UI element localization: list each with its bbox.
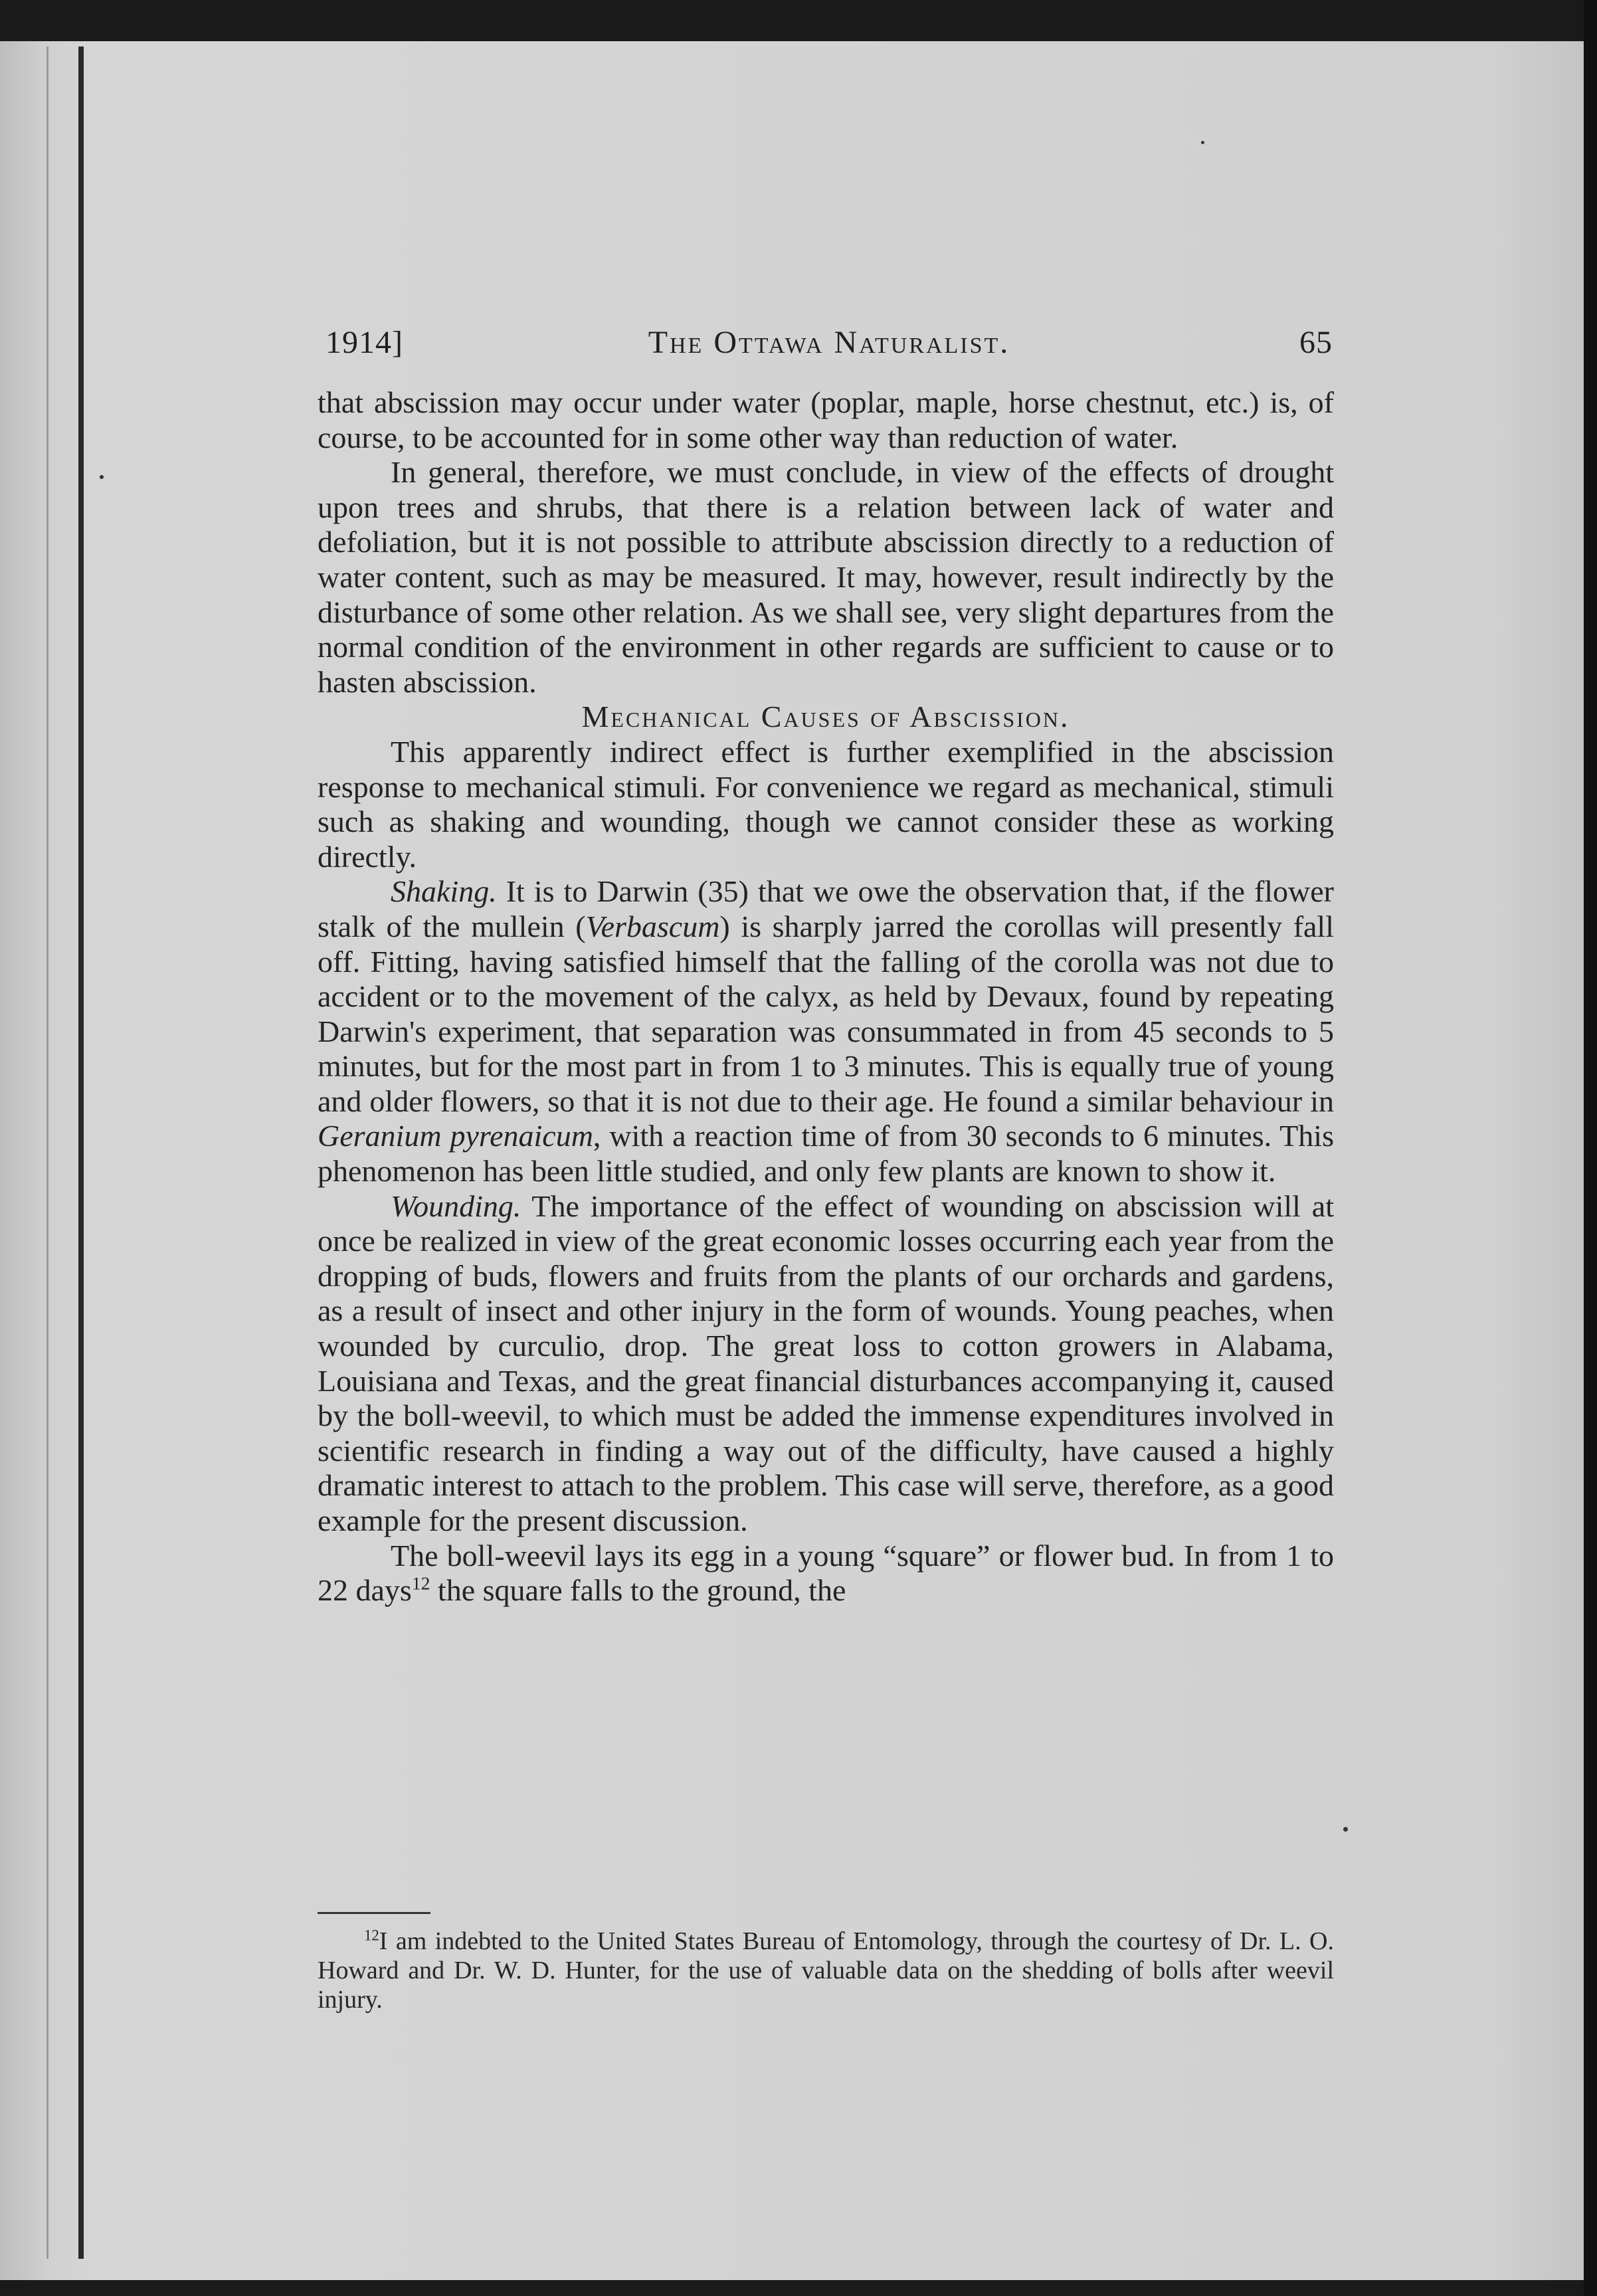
paragraph-3: This apparently indirect effect is further exemplified in the abscission response to mechanical stimuli. For convenience we regard as mechanical, stimuli such as shaking and wounding, though we cannot consider these as working directly.: [318, 734, 1334, 874]
paragraph-shaking: [318, 874, 1334, 1189]
paragraph-boll-weevil: [318, 1539, 1334, 1608]
binding-gutter: [78, 47, 84, 2259]
page-number: 65: [1299, 325, 1333, 360]
shaking-text-2: ) is sharply jarred the corollas will presently fall off. Fitting, having satisfied himself that the falling of the corolla was not due to accident or to the movement of the calyx, as held by Devaux, found by repeating Darwin's experiment, that separation was consummated in from 45 seconds to 5 minutes, but for the most part in from 1 to 3 minutes. This is equally true of young and older flowers, so that it is not due to their age. He found a similar behaviour in: [318, 909, 1334, 1118]
body-text: [318, 385, 1334, 1608]
scan-right-edge: [1584, 0, 1597, 2296]
footnote-marker: 12: [364, 1927, 379, 1944]
wounding-text: The importance of the effect of wounding on abscission will at once be realized in view of the great economic losses occurring each year from the dropping of buds, flowers and fruits from the plants of our orchards and gardens, as a result of insect and other injury in the form of wounds. Young peaches, when wounded by curculio, drop. The great loss to cotton growers in Alabama, Louisiana and Texas, and the great financial disturbances accompanying it, caused by the boll-weevil, to which must be added the immense expenditures involved in scientific research in finding a way out of the difficulty, have caused a highly dramatic interest to attach to the problem. This case will serve, therefore, as a good example for the present discussion.: [318, 1189, 1334, 1537]
footnote-text: I am indebted to the United States Bureau of Entomology, through the courtesy of Dr. L. O. Howard and Dr. W. D. Hunter, for the use of valuable data on the shedding of bolls after weevil injury.: [318, 1927, 1334, 2014]
italic-geranium: Geranium pyrenaicum: [318, 1119, 593, 1153]
paragraph-1: that abscission may occur under water (poplar, maple, horse chestnut, etc.) is, of course, to be accounted for in some other way than reduction of water.: [318, 385, 1334, 454]
journal-title: The Ottawa Naturalist.: [648, 325, 1010, 360]
boll-weevil-text-2: the square falls to the ground, the: [430, 1573, 846, 1608]
header-year: 1914]: [326, 325, 403, 360]
runin-wounding: Wounding.: [391, 1189, 521, 1223]
italic-verbascum: Verbascum: [585, 909, 720, 943]
section-heading: Mechanical Causes of Abscission.: [581, 700, 1070, 734]
scan-speck: [1343, 1827, 1348, 1832]
scan-speck: [100, 475, 104, 479]
page-fold-shadow: [47, 47, 48, 2259]
shaking-text-3: , with a reaction time of from 30 seconds to 6 minutes. This phenomenon has been little studied, and only few plants are known to show it.: [318, 1119, 1334, 1189]
scan-speck: [1201, 141, 1204, 144]
running-head: [326, 324, 1333, 371]
footnote-ref: 12: [411, 1573, 430, 1594]
runin-shaking: Shaking.: [391, 874, 497, 909]
footnote-rule: [318, 1912, 430, 1914]
paragraph-2: In general, therefore, we must conclude, in view of the effects of drought upon trees and shrubs, that there is a relation between lack of water and defoliation, but it is not possible to attribute abscission directly to a reduction of water content, such as may be measured. It may, however, result indirectly by the disturbance of some other relation. As we shall see, very slight departures from the normal condition of the environment in other regards are sufficient to cause or to hasten abscission.: [318, 455, 1334, 699]
shaking-text-1: It is to Darwin (35) that we owe the observation that, if the flower stalk of the mullein (: [318, 874, 1334, 943]
paragraph-wounding: [318, 1189, 1334, 1539]
boll-weevil-text-1: The boll-weevil lays its egg in a young “square” or flower bud. In from 1 to 22 days: [318, 1538, 1334, 1608]
footnote: [318, 1927, 1334, 2014]
